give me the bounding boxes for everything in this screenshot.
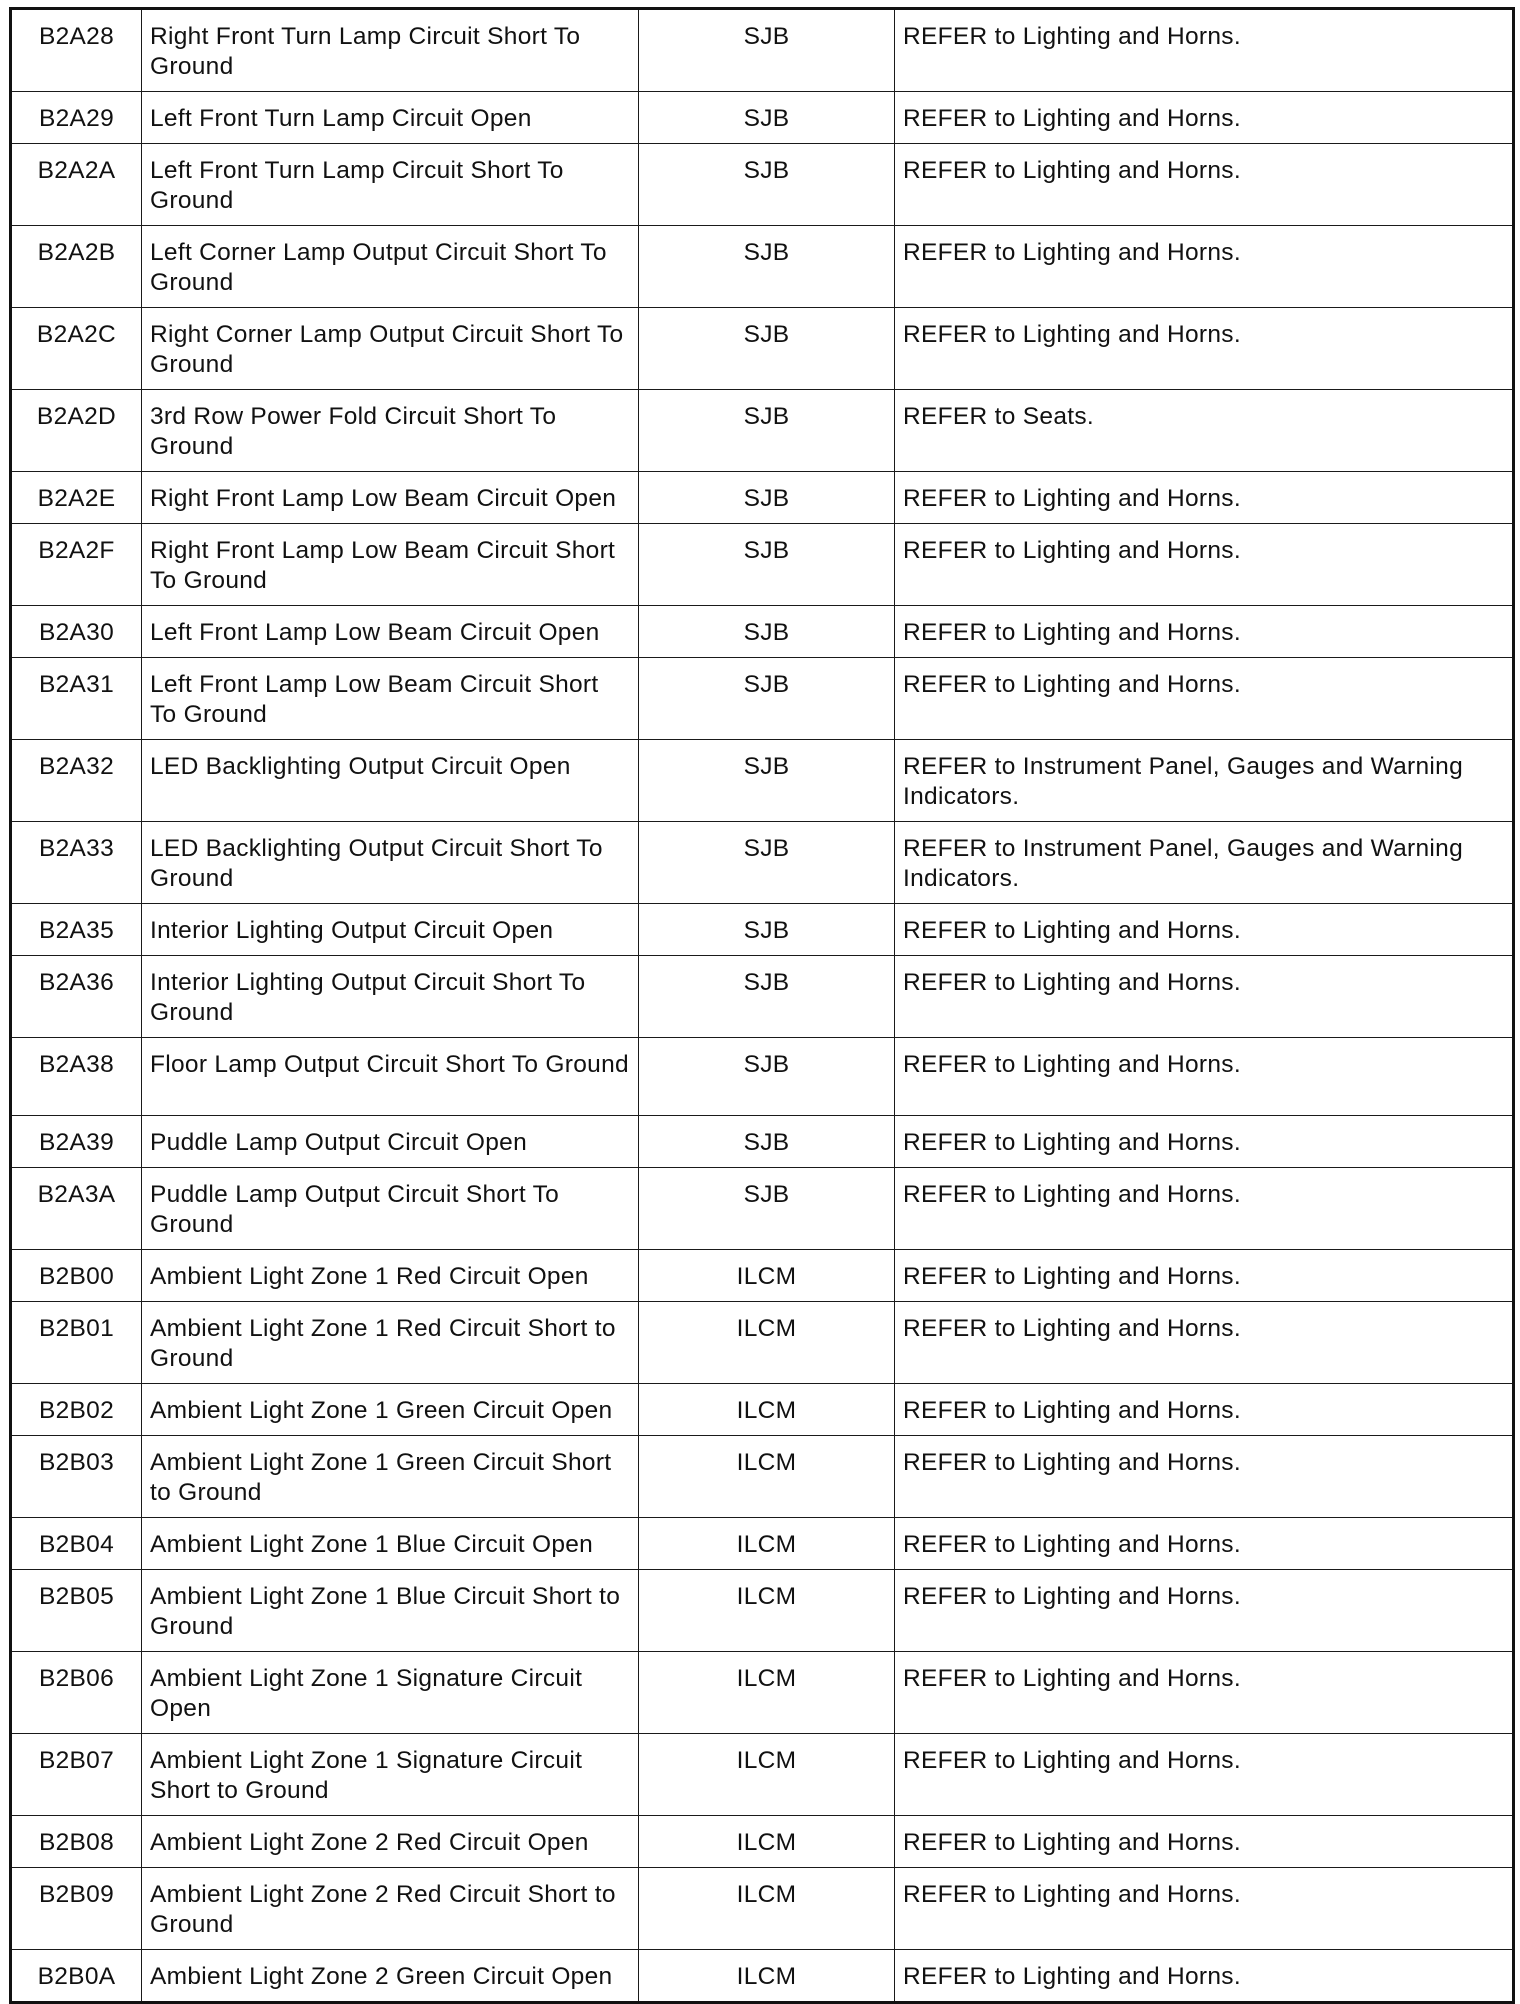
dtc-module-cell: SJB	[639, 92, 895, 144]
dtc-code-cell: B2B04	[11, 1518, 142, 1570]
dtc-code-cell: B2A31	[11, 658, 142, 740]
dtc-module-cell: ILCM	[639, 1816, 895, 1868]
table-row	[11, 1950, 1514, 2003]
dtc-action-cell: REFER to Lighting and Horns.	[895, 226, 1514, 308]
dtc-module-cell: ILCM	[639, 1518, 895, 1570]
dtc-module-cell: SJB	[639, 1116, 895, 1168]
dtc-module-cell: ILCM	[639, 1250, 895, 1302]
dtc-action-cell: REFER to Lighting and Horns.	[895, 1570, 1514, 1652]
table-row	[11, 822, 1514, 904]
dtc-code-cell: B2A28	[11, 9, 142, 92]
dtc-action-cell: REFER to Lighting and Horns.	[895, 1868, 1514, 1950]
dtc-description-cell: Ambient Light Zone 1 Red Circuit Short to Ground	[142, 1302, 639, 1384]
dtc-action-cell: REFER to Lighting and Horns.	[895, 1950, 1514, 2003]
table-row	[11, 390, 1514, 472]
dtc-code-cell: B2B09	[11, 1868, 142, 1950]
dtc-description-cell: Left Front Lamp Low Beam Circuit Open	[142, 606, 639, 658]
dtc-description-cell: Ambient Light Zone 1 Signature Circuit Short to Ground	[142, 1734, 639, 1816]
dtc-table	[9, 7, 1515, 2004]
dtc-description-cell: Left Front Turn Lamp Circuit Open	[142, 92, 639, 144]
dtc-action-cell: REFER to Lighting and Horns.	[895, 524, 1514, 606]
table-row	[11, 472, 1514, 524]
dtc-action-cell: REFER to Instrument Panel, Gauges and Warning Indicators.	[895, 822, 1514, 904]
dtc-code-cell: B2B0A	[11, 1950, 142, 2003]
dtc-description-cell: LED Backlighting Output Circuit Short To Ground	[142, 822, 639, 904]
dtc-code-cell: B2B06	[11, 1652, 142, 1734]
table-row	[11, 904, 1514, 956]
dtc-description-cell: Ambient Light Zone 1 Red Circuit Open	[142, 1250, 639, 1302]
dtc-description-cell: Interior Lighting Output Circuit Open	[142, 904, 639, 956]
table-row	[11, 524, 1514, 606]
table-row	[11, 1816, 1514, 1868]
table-row	[11, 1652, 1514, 1734]
dtc-module-cell: SJB	[639, 308, 895, 390]
dtc-description-cell: Ambient Light Zone 1 Green Circuit Short to Ground	[142, 1436, 639, 1518]
table-row	[11, 1868, 1514, 1950]
dtc-description-cell: Floor Lamp Output Circuit Short To Ground	[142, 1038, 639, 1116]
dtc-table-body	[11, 9, 1514, 2003]
dtc-description-cell: Ambient Light Zone 1 Blue Circuit Short to Ground	[142, 1570, 639, 1652]
dtc-description-cell: Left Front Turn Lamp Circuit Short To Ground	[142, 144, 639, 226]
dtc-module-cell: SJB	[639, 524, 895, 606]
dtc-module-cell: ILCM	[639, 1436, 895, 1518]
dtc-code-cell: B2A39	[11, 1116, 142, 1168]
dtc-code-cell: B2A38	[11, 1038, 142, 1116]
dtc-action-cell: REFER to Lighting and Horns.	[895, 658, 1514, 740]
dtc-code-cell: B2B03	[11, 1436, 142, 1518]
dtc-action-cell: REFER to Lighting and Horns.	[895, 1436, 1514, 1518]
dtc-code-cell: B2A2B	[11, 226, 142, 308]
dtc-module-cell: SJB	[639, 606, 895, 658]
table-row	[11, 1436, 1514, 1518]
dtc-code-cell: B2A2A	[11, 144, 142, 226]
dtc-action-cell: REFER to Instrument Panel, Gauges and Warning Indicators.	[895, 740, 1514, 822]
dtc-description-cell: Puddle Lamp Output Circuit Short To Ground	[142, 1168, 639, 1250]
dtc-module-cell: ILCM	[639, 1950, 895, 2003]
dtc-action-cell: REFER to Lighting and Horns.	[895, 1734, 1514, 1816]
dtc-action-cell: REFER to Lighting and Horns.	[895, 904, 1514, 956]
dtc-code-cell: B2B07	[11, 1734, 142, 1816]
dtc-code-cell: B2B08	[11, 1816, 142, 1868]
dtc-action-cell: REFER to Lighting and Horns.	[895, 1168, 1514, 1250]
dtc-module-cell: ILCM	[639, 1652, 895, 1734]
dtc-module-cell: SJB	[639, 822, 895, 904]
dtc-code-cell: B2B01	[11, 1302, 142, 1384]
dtc-action-cell: REFER to Lighting and Horns.	[895, 606, 1514, 658]
dtc-description-cell: LED Backlighting Output Circuit Open	[142, 740, 639, 822]
dtc-module-cell: SJB	[639, 1038, 895, 1116]
dtc-description-cell: Right Front Lamp Low Beam Circuit Short To Ground	[142, 524, 639, 606]
dtc-code-cell: B2A32	[11, 740, 142, 822]
dtc-action-cell: REFER to Seats.	[895, 390, 1514, 472]
dtc-action-cell: REFER to Lighting and Horns.	[895, 472, 1514, 524]
table-row	[11, 1250, 1514, 1302]
table-row	[11, 1734, 1514, 1816]
dtc-module-cell: SJB	[639, 144, 895, 226]
dtc-code-cell: B2B02	[11, 1384, 142, 1436]
dtc-action-cell: REFER to Lighting and Horns.	[895, 308, 1514, 390]
table-row	[11, 308, 1514, 390]
dtc-code-cell: B2A2D	[11, 390, 142, 472]
dtc-module-cell: SJB	[639, 956, 895, 1038]
dtc-action-cell: REFER to Lighting and Horns.	[895, 1038, 1514, 1116]
table-row	[11, 144, 1514, 226]
dtc-action-cell: REFER to Lighting and Horns.	[895, 956, 1514, 1038]
dtc-action-cell: REFER to Lighting and Horns.	[895, 144, 1514, 226]
dtc-description-cell: Right Corner Lamp Output Circuit Short To Ground	[142, 308, 639, 390]
dtc-description-cell: Ambient Light Zone 1 Green Circuit Open	[142, 1384, 639, 1436]
dtc-description-cell: Ambient Light Zone 2 Red Circuit Open	[142, 1816, 639, 1868]
dtc-code-cell: B2A35	[11, 904, 142, 956]
dtc-module-cell: SJB	[639, 904, 895, 956]
dtc-action-cell: REFER to Lighting and Horns.	[895, 9, 1514, 92]
dtc-code-cell: B2A29	[11, 92, 142, 144]
dtc-code-cell: B2A3A	[11, 1168, 142, 1250]
dtc-description-cell: Ambient Light Zone 1 Signature Circuit Open	[142, 1652, 639, 1734]
dtc-action-cell: REFER to Lighting and Horns.	[895, 1116, 1514, 1168]
table-row	[11, 1302, 1514, 1384]
table-row	[11, 740, 1514, 822]
dtc-module-cell: SJB	[639, 226, 895, 308]
table-row	[11, 658, 1514, 740]
dtc-description-cell: Ambient Light Zone 2 Red Circuit Short to Ground	[142, 1868, 639, 1950]
dtc-action-cell: REFER to Lighting and Horns.	[895, 1518, 1514, 1570]
table-row	[11, 1518, 1514, 1570]
dtc-action-cell: REFER to Lighting and Horns.	[895, 92, 1514, 144]
dtc-description-cell: Ambient Light Zone 2 Green Circuit Open	[142, 1950, 639, 2003]
table-row	[11, 956, 1514, 1038]
dtc-description-cell: Right Front Lamp Low Beam Circuit Open	[142, 472, 639, 524]
dtc-description-cell: Ambient Light Zone 1 Blue Circuit Open	[142, 1518, 639, 1570]
dtc-description-cell: Right Front Turn Lamp Circuit Short To Ground	[142, 9, 639, 92]
dtc-module-cell: SJB	[639, 472, 895, 524]
dtc-code-cell: B2B00	[11, 1250, 142, 1302]
dtc-module-cell: SJB	[639, 740, 895, 822]
dtc-description-cell: Left Front Lamp Low Beam Circuit Short To Ground	[142, 658, 639, 740]
dtc-module-cell: SJB	[639, 1168, 895, 1250]
table-row	[11, 1384, 1514, 1436]
dtc-description-cell: Interior Lighting Output Circuit Short To Ground	[142, 956, 639, 1038]
table-row	[11, 226, 1514, 308]
dtc-module-cell: SJB	[639, 658, 895, 740]
dtc-code-cell: B2A36	[11, 956, 142, 1038]
dtc-module-cell: ILCM	[639, 1384, 895, 1436]
dtc-code-cell: B2B05	[11, 1570, 142, 1652]
table-row	[11, 1116, 1514, 1168]
dtc-description-cell: Puddle Lamp Output Circuit Open	[142, 1116, 639, 1168]
dtc-code-cell: B2A33	[11, 822, 142, 904]
table-row	[11, 92, 1514, 144]
dtc-action-cell: REFER to Lighting and Horns.	[895, 1384, 1514, 1436]
table-row	[11, 606, 1514, 658]
dtc-action-cell: REFER to Lighting and Horns.	[895, 1302, 1514, 1384]
dtc-code-cell: B2A2F	[11, 524, 142, 606]
dtc-code-cell: B2A2E	[11, 472, 142, 524]
dtc-description-cell: Left Corner Lamp Output Circuit Short To Ground	[142, 226, 639, 308]
dtc-module-cell: ILCM	[639, 1570, 895, 1652]
dtc-module-cell: ILCM	[639, 1868, 895, 1950]
dtc-module-cell: ILCM	[639, 1734, 895, 1816]
dtc-description-cell: 3rd Row Power Fold Circuit Short To Ground	[142, 390, 639, 472]
dtc-code-cell: B2A2C	[11, 308, 142, 390]
dtc-module-cell: SJB	[639, 390, 895, 472]
table-row	[11, 1570, 1514, 1652]
table-row	[11, 1168, 1514, 1250]
table-row	[11, 9, 1514, 92]
dtc-code-cell: B2A30	[11, 606, 142, 658]
dtc-module-cell: SJB	[639, 9, 895, 92]
dtc-action-cell: REFER to Lighting and Horns.	[895, 1816, 1514, 1868]
dtc-module-cell: ILCM	[639, 1302, 895, 1384]
dtc-action-cell: REFER to Lighting and Horns.	[895, 1250, 1514, 1302]
dtc-action-cell: REFER to Lighting and Horns.	[895, 1652, 1514, 1734]
table-row	[11, 1038, 1514, 1116]
